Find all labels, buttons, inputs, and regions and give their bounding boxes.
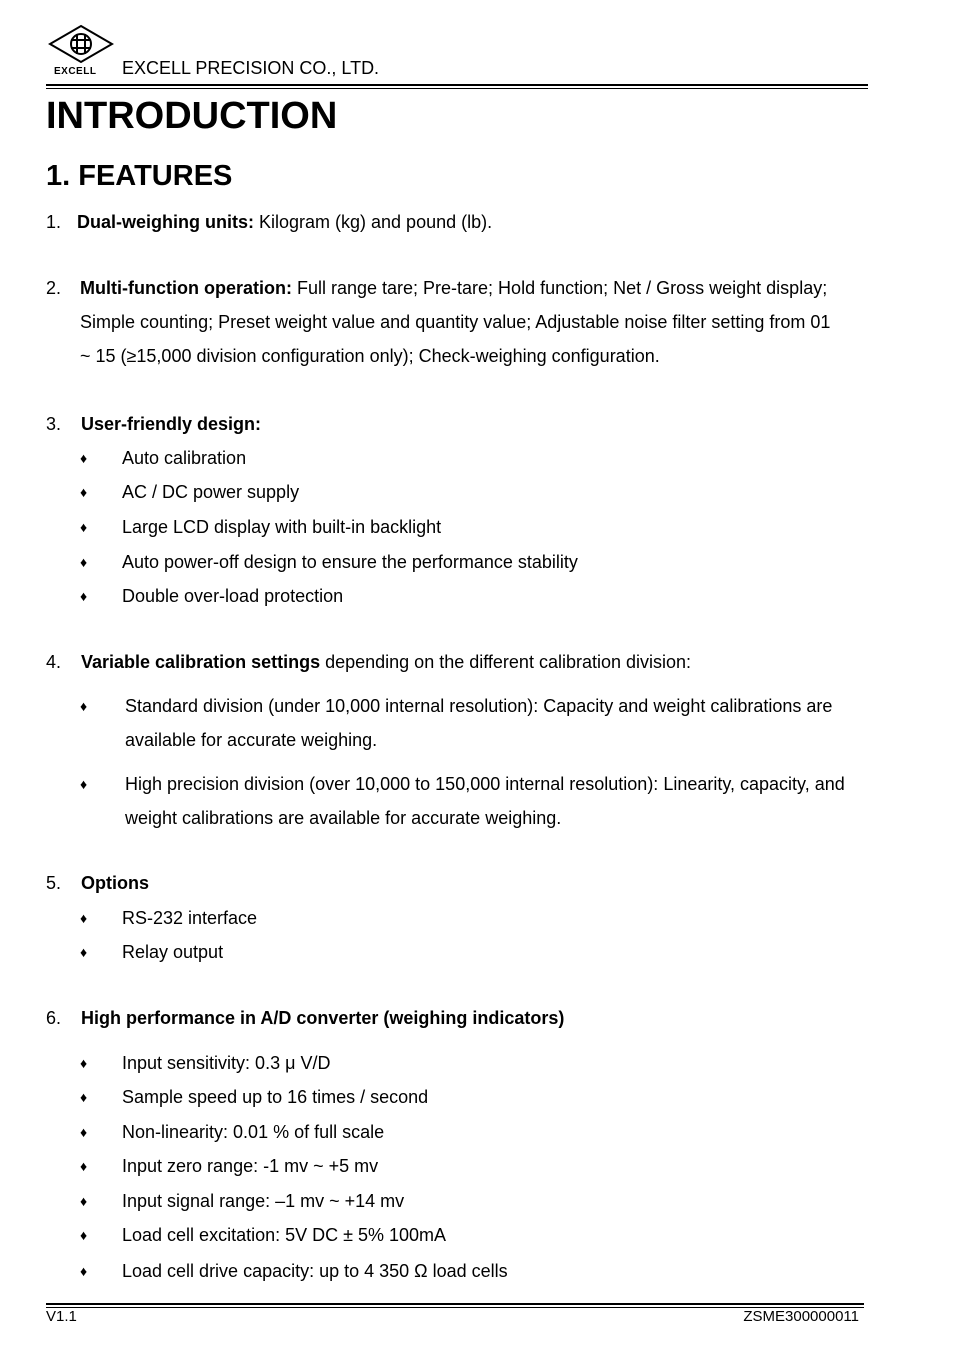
company-name: EXCELL PRECISION CO., LTD. [122,58,380,78]
bullet-diamond-icon: ♦ [80,698,88,714]
list-item-text: Load cell excitation: 5V DC ± 5% 100mA [122,1225,447,1245]
bullet-diamond-icon: ♦ [80,776,88,792]
list-item-text: Input zero range: -1 mv ~ +5 mv [122,1156,379,1176]
bullet-diamond-icon: ♦ [80,484,88,500]
header-rule-thin [46,88,868,89]
list-item-text: Auto calibration [122,448,247,468]
bullet-diamond-icon: ♦ [80,910,88,926]
feature-number: 1. [46,212,62,232]
bullet-diamond-icon: ♦ [80,1089,88,1105]
feature-heading: Options [81,873,149,893]
list-item-text: Load cell drive capacity: up to 4 350 Ω load cells [122,1261,508,1281]
bullet-diamond-icon: ♦ [80,450,88,466]
page-title: INTRODUCTION [46,95,338,137]
feature-text: depending on the different calibration division: [320,652,692,672]
feature-number: 3. [46,414,62,434]
feature-heading: Multi-function operation: [80,278,292,298]
footer-rule [46,1303,864,1305]
bullet-diamond-icon: ♦ [80,944,88,960]
feature-number: 2. [46,278,62,298]
document-code: ZSME300000011 [743,1308,859,1325]
bullet-diamond-icon: ♦ [80,1124,88,1140]
version-label: V1.1 [46,1308,77,1325]
list-item-text: AC / DC power supply [122,482,300,502]
feature-text: Full range tare; Pre-tare; Hold function; Net / Gross weight display; Simple counting; Preset weight value and quantity value; Adjustable noise filter setting from 01 ~ 15 (≥15,000 division configuration only); Check-weighing configuration. [80,278,831,366]
section-title: 1. FEATURES [46,160,233,192]
list-item-text: Sample speed up to 16 times / second [122,1087,429,1107]
list-item-text: Input signal range: –1 mv ~ +14 mv [122,1191,405,1211]
bullet-diamond-icon: ♦ [80,1193,88,1209]
feature-heading: User-friendly design: [81,414,262,434]
bullet-diamond-icon: ♦ [80,1158,88,1174]
feature-number: 5. [46,873,62,893]
list-item-text: Double over-load protection [122,586,344,606]
bullet-diamond-icon: ♦ [80,554,88,570]
list-item-text: Standard division (under 10,000 internal resolution): Capacity and weight calibrations are available for accurate weighing. [125,696,833,750]
logo-wordmark: EXCELL [54,66,97,77]
feature-number: 4. [46,652,62,672]
footer-rule-thin [46,1307,864,1308]
list-item-text: Auto power-off design to ensure the performance stability [122,552,578,572]
list-item-text: Relay output [122,942,224,962]
bullet-diamond-icon: ♦ [80,1055,88,1071]
bullet-diamond-icon: ♦ [80,1227,88,1243]
feature-heading: Dual-weighing units: [77,212,254,232]
list-item-text: RS-232 interface [122,908,258,928]
bullet-diamond-icon: ♦ [80,1263,88,1279]
feature-heading: Variable calibration settings [81,652,321,672]
bullet-diamond-icon: ♦ [80,588,88,604]
list-item-text: Large LCD display with built-in backlight [122,517,442,537]
list-item-text: High precision division (over 10,000 to 150,000 internal resolution): Linearity, capacity, and weight calibrations are available for accurate weighing. [125,774,845,828]
header-rule [46,84,868,86]
feature-text: Kilogram (kg) and pound (lb). [254,212,493,232]
bullet-diamond-icon: ♦ [80,519,88,535]
list-item-text: Input sensitivity: 0.3 μ V/D [122,1053,331,1073]
list-item-text: Non-linearity: 0.01 % of full scale [122,1122,385,1142]
page-header [46,24,868,80]
feature-heading: High performance in A/D converter (weighing indicators) [81,1008,565,1028]
feature-number: 6. [46,1008,62,1028]
